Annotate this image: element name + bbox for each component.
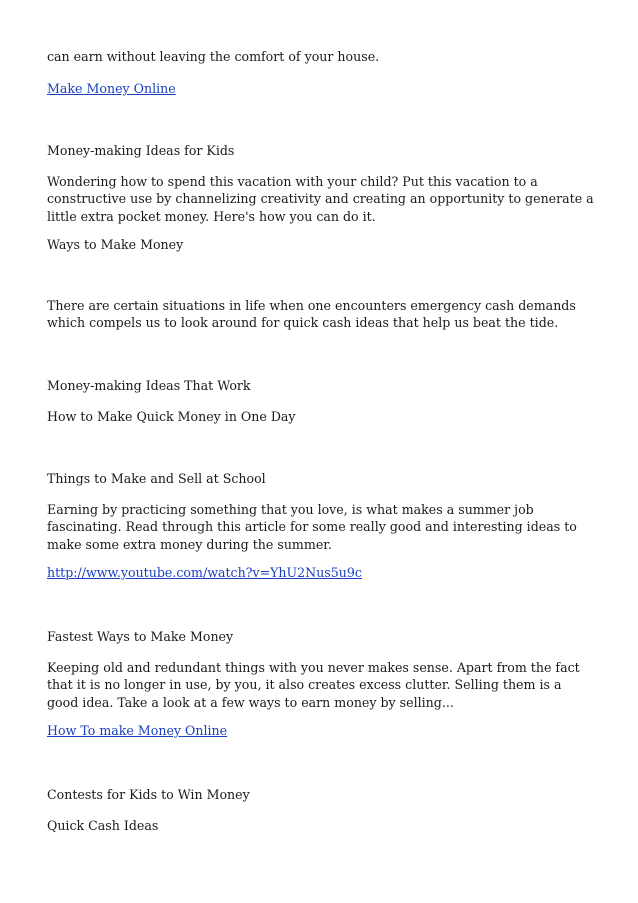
- heading-contests-for-kids: Contests for Kids to Win Money: [47, 787, 250, 802]
- paragraph-emergency: There are certain situations in life when one encounters emergency cash demands which compels us to look around for quick cash ideas that help us beat the tide.: [47, 298, 576, 331]
- heading-ideas-that-work: Money-making Ideas That Work: [47, 378, 251, 393]
- intro-tail-text: can earn without leaving the comfort of your house.: [47, 49, 380, 64]
- make-money-online-link[interactable]: Make Money Online: [47, 81, 176, 96]
- heading-things-to-sell-at-school: Things to Make and Sell at School: [47, 471, 266, 486]
- heading-kids-ideas: Money-making Ideas for Kids: [47, 143, 235, 158]
- heading-fastest-ways: Fastest Ways to Make Money: [47, 629, 234, 644]
- youtube-link[interactable]: http://www.youtube.com/watch?v=YhU2Nus5u9c: [47, 565, 362, 580]
- how-to-make-money-online-link[interactable]: How To make Money Online: [47, 723, 228, 738]
- heading-ways-to-make-money: Ways to Make Money: [47, 237, 184, 252]
- paragraph-old-things: Keeping old and redundant things with you never makes sense. Apart from the fact that it is no longer in use, by you, it also creates excess clutter. Selling them is a good idea. Take a look at a few ways to earn money by selling...: [47, 660, 580, 710]
- heading-quick-money-one-day: How to Make Quick Money in One Day: [47, 409, 296, 424]
- paragraph-vacation: Wondering how to spend this vacation with your child? Put this vacation to a constructive use by channelizing creativity and creating an opportunity to generate a little extra pocket money. Here's how you can do it.: [47, 174, 594, 224]
- heading-quick-cash-ideas: Quick Cash Ideas: [47, 818, 159, 833]
- paragraph-summer-job: Earning by practicing something that you love, is what makes a summer job fascinating. Read through this article for some really good and interesting ideas to make some extra money during the summer.: [47, 502, 577, 552]
